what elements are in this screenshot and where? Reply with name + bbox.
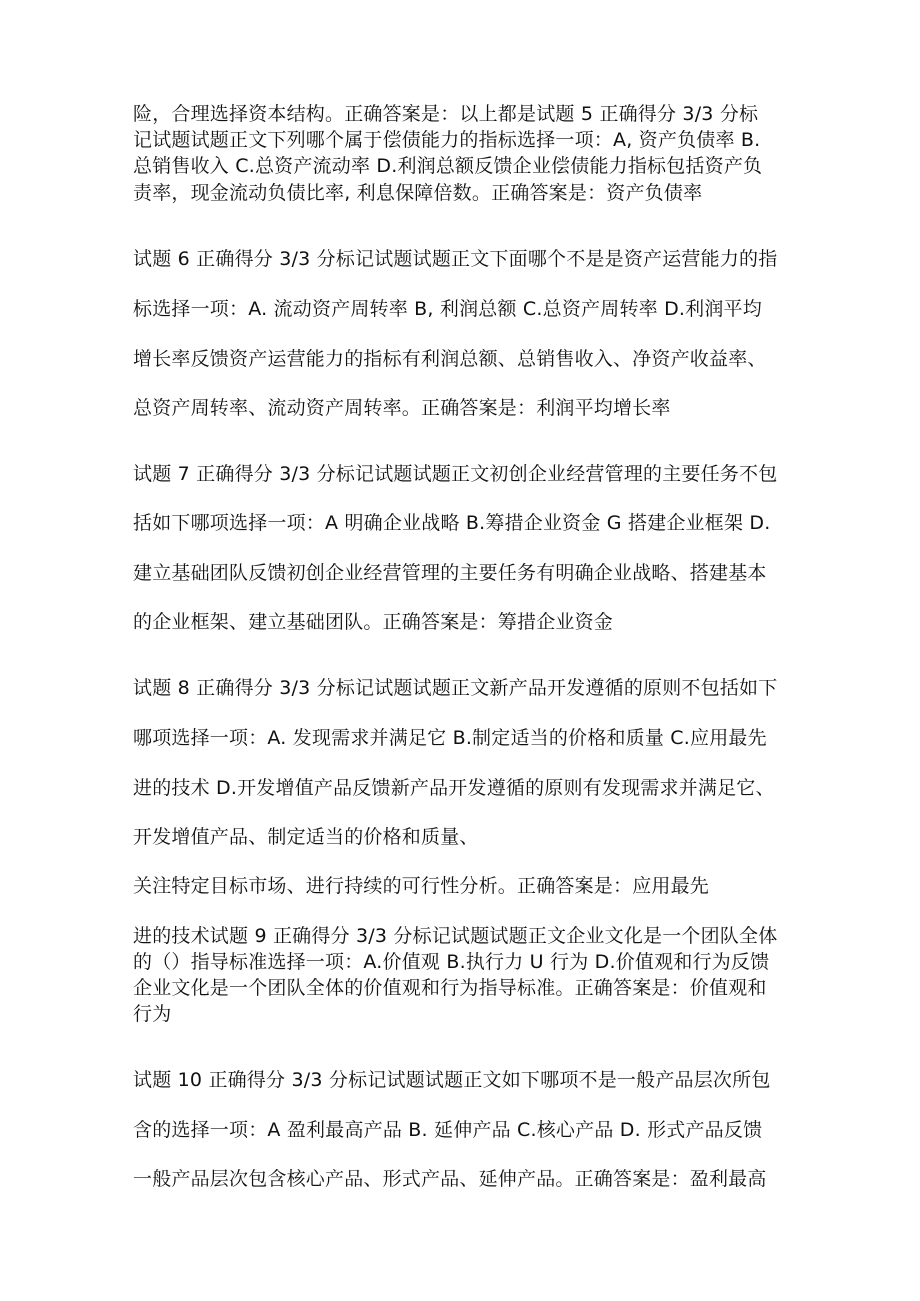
text-line: 险，合理选择资本结构。正确答案是：以上都是试题 5 正确得分 3/3 分标 — [133, 103, 759, 125]
text-line: 建立基础团队反馈初创企业经营管理的主要任务有明确企业战略、搭建基本 — [133, 562, 767, 584]
text-line: 含的选择一项：A 盈利最高产品 B. 延伸产品 C.核心产品 D. 形式产品反馈 — [133, 1119, 763, 1141]
text-line: 企业文化是一个团队全体的价值观和行为指导标准。正确答案是：价值观和 — [133, 977, 767, 999]
text-line: 试题 6 正确得分 3/3 分标记试题试题正文下面哪个不是是资产运营能力的指 — [133, 248, 778, 270]
text-line: 增长率反馈资产运营能力的指标有利润总额、总销售收入、净资产收益率、 — [133, 348, 767, 370]
text-line: 责率，现金流动负债比率, 利息保障倍数。正确答案是：资产负债率 — [133, 182, 703, 204]
text-line: 试题 8 正确得分 3/3 分标记试题试题正文新产品开发遵循的原则不包括如下 — [133, 677, 778, 699]
text-line: 括如下哪项选择一项：A 明确企业战略 B.筹措企业资金 G 搭建企业框架 D. — [133, 512, 771, 534]
text-line: 进的技术 D.开发增值产品反馈新产品开发遵循的原则有发现需求并满足它、 — [133, 777, 775, 799]
text-line: 总资产周转率、流动资产周转率。正确答案是：利润平均增长率 — [133, 397, 671, 419]
text-line: 试题 10 正确得分 3/3 分标记试题试题正文如下哪项不是一般产品层次所包 — [133, 1069, 771, 1091]
text-line: 进的技术试题 9 正确得分 3/3 分标记试题试题正文企业文化是一个团队全体 — [133, 925, 778, 947]
text-line: 标选择一项：A. 流动资产周转率 B, 利润总额 C.总资产周转率 D.利润平均 — [133, 298, 762, 320]
text-line: 的（）指导标准选择一项：A.价值观 B.执行力 U 行为 D.价值观和行为反馈 — [133, 951, 770, 973]
text-line: 试题 7 正确得分 3/3 分标记试题试题正文初创企业经营管理的主要任务不包 — [133, 463, 778, 485]
text-line: 行为 — [133, 1003, 172, 1025]
text-line: 记试题试题正文下列哪个属于偿债能力的指标选择一项：A, 资产负债率 B. — [133, 129, 761, 151]
text-line: 的企业框架、建立基础团队。正确答案是：筹措企业资金 — [133, 611, 614, 633]
text-line: 开发增值产品、制定适当的价格和质量、 — [133, 826, 479, 848]
text-line: 总销售收入 C.总资产流动率 D.利润总额反馈企业偿债能力指标包括资产负 — [133, 155, 763, 177]
text-line: 关注特定目标市场、进行持续的可行性分析。正确答案是：应用最先 — [133, 875, 710, 897]
text-line: 一般产品层次包含核心产品、形式产品、延伸产品。正确答案是：盈利最高 — [133, 1168, 767, 1190]
text-line: 哪项选择一项：A. 发现需求并满足它 B.制定适当的价格和质量 C.应用最先 — [133, 727, 767, 749]
